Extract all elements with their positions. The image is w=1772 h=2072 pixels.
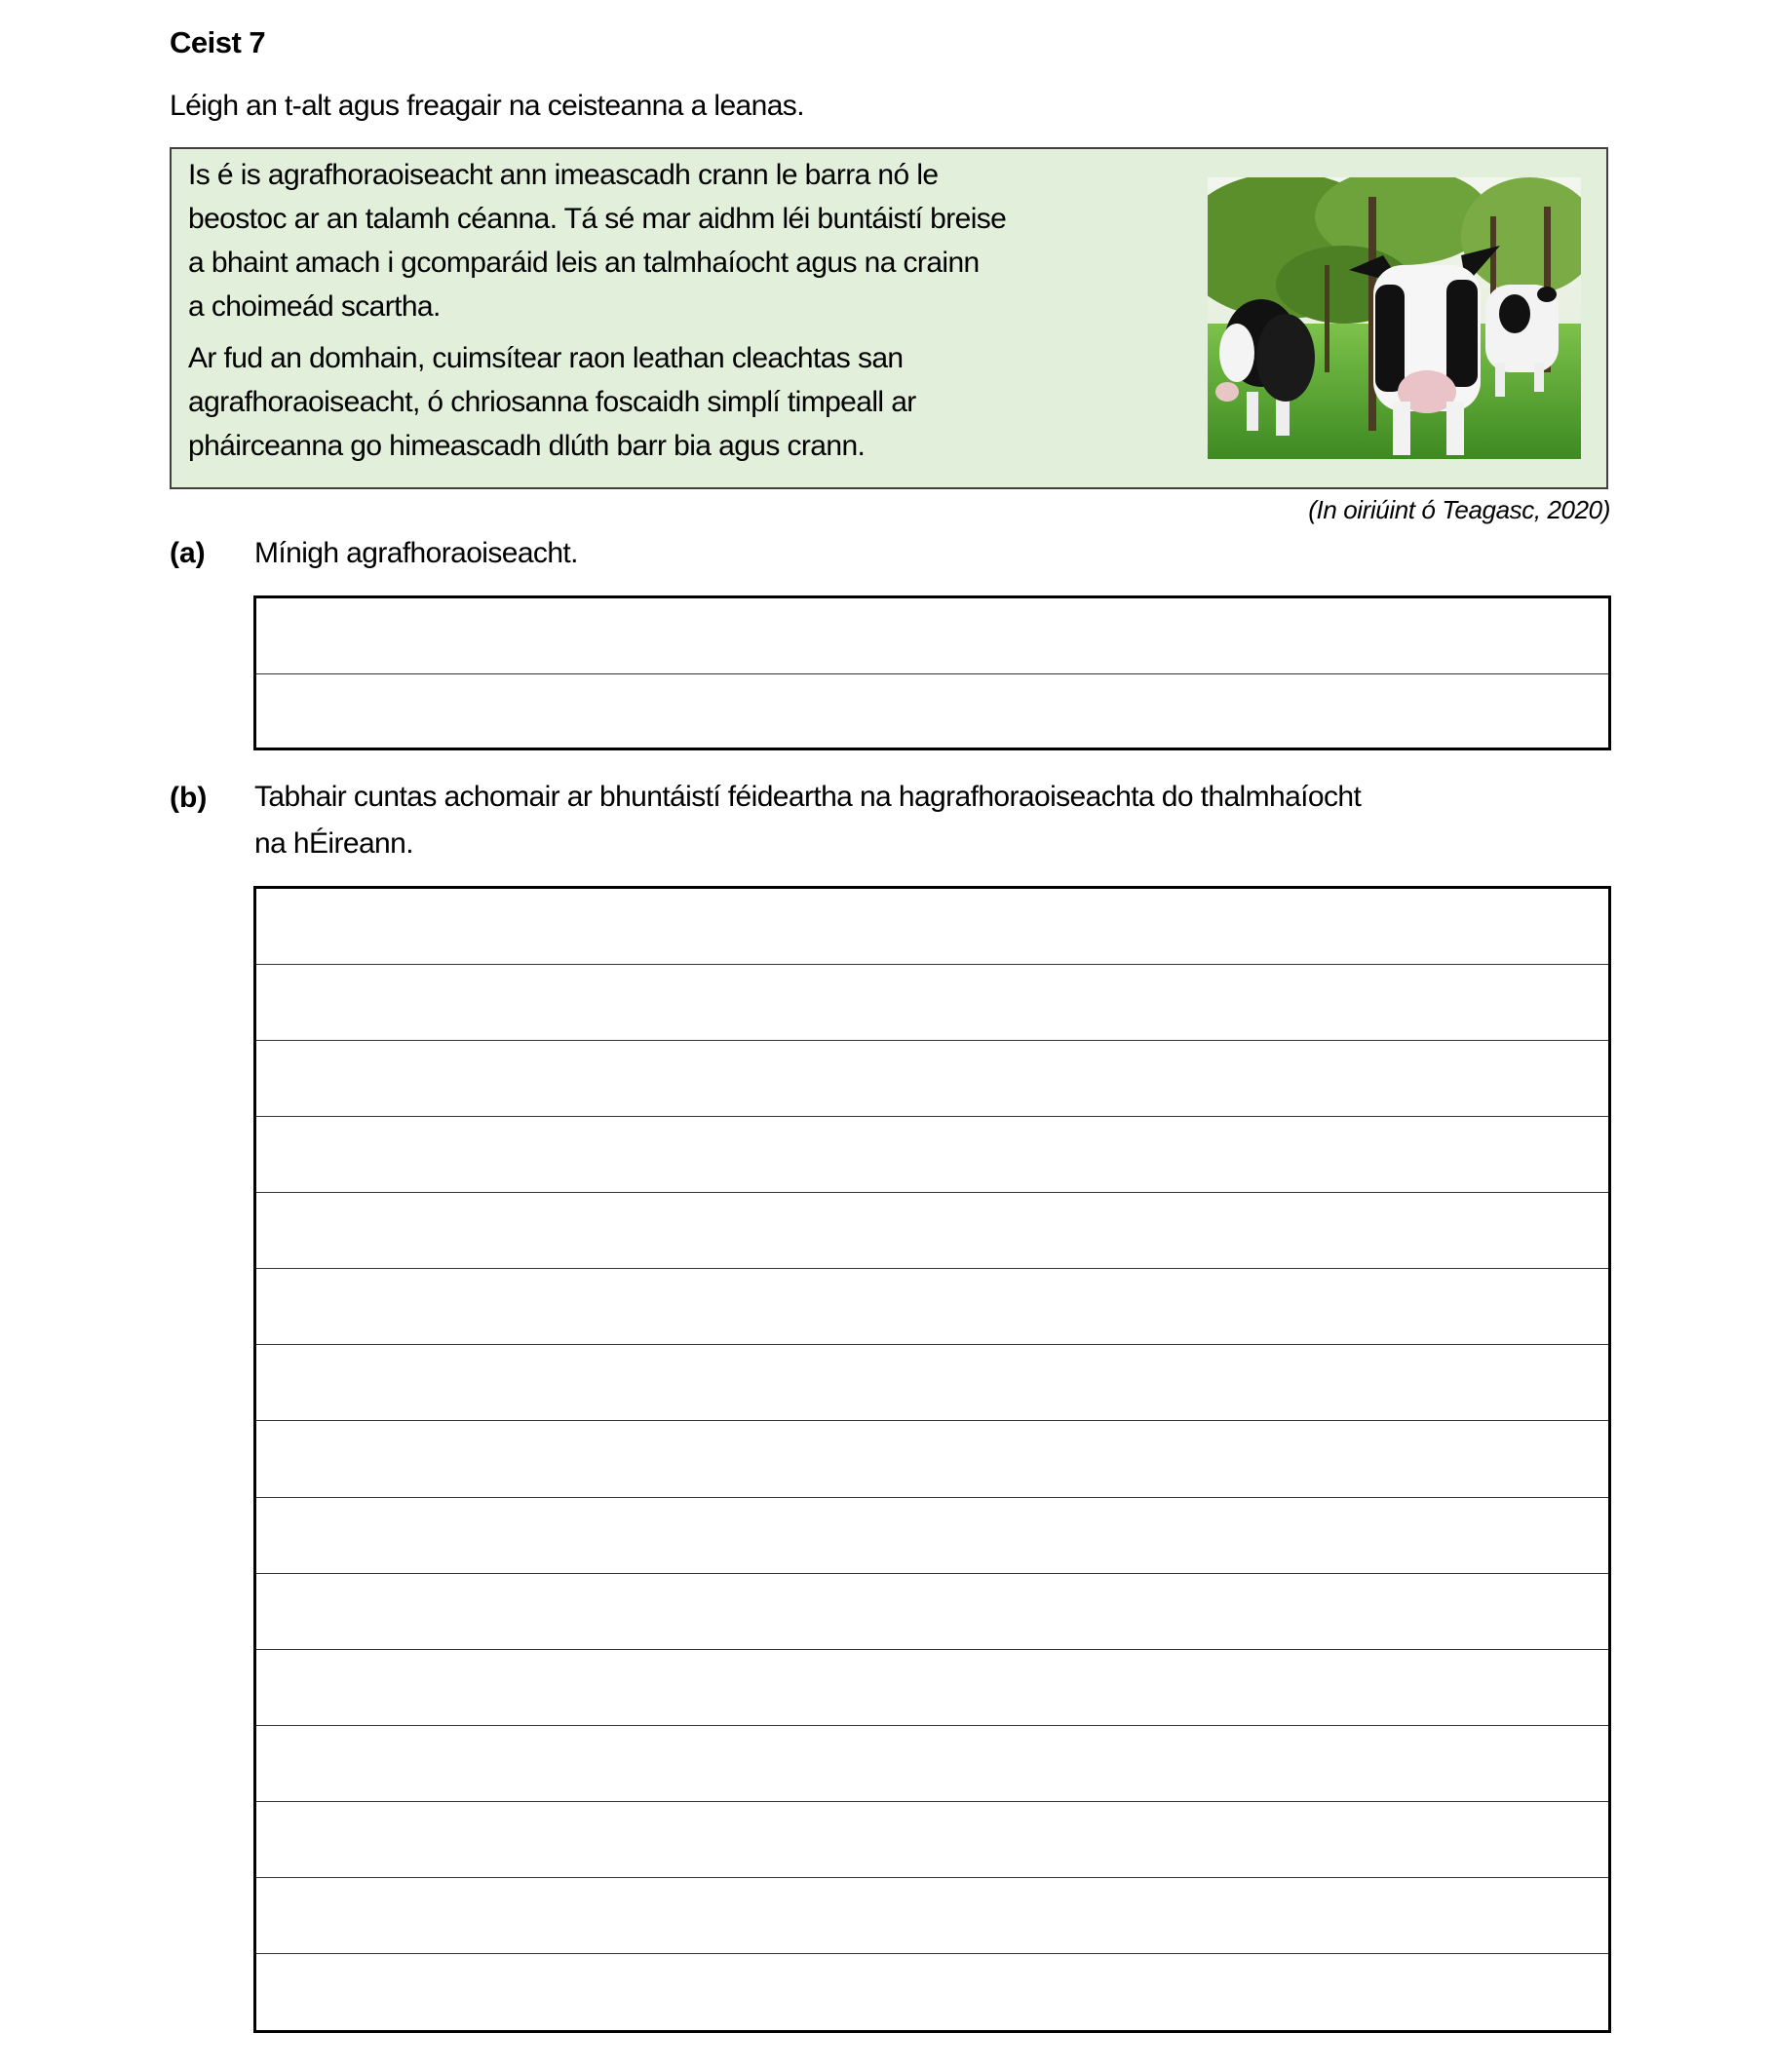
part-b-label: (b) (170, 782, 208, 814)
answer-line[interactable] (256, 1117, 1608, 1193)
answer-line[interactable] (256, 1650, 1608, 1726)
passage-text (188, 153, 1182, 476)
part-b-question-line: Tabhair cuntas achomair ar bhuntáistí féideartha na hagrafhoraoiseachta do thalmhaíocht (254, 781, 1362, 813)
source-caption: (In oiriúint ó Teagasc, 2020) (1308, 495, 1610, 524)
question-title: Ceist 7 (170, 25, 266, 59)
passage-line: a bhaint amach i gcomparáid leis an talmhaíocht agus na crainn (188, 247, 980, 279)
answer-line[interactable] (256, 674, 1608, 748)
answer-line[interactable] (256, 1574, 1608, 1650)
passage-line: Is é is agrafhoraoiseacht ann imeascadh crann le barra nó le (188, 159, 939, 191)
part-a-answer-box[interactable] (253, 595, 1611, 750)
part-a-label: (a) (170, 537, 206, 569)
answer-line[interactable] (256, 1193, 1608, 1269)
answer-line[interactable] (256, 1345, 1608, 1421)
part-b-answer-box[interactable] (253, 886, 1611, 2033)
passage-line: pháirceanna go himeascadh dlúth barr bia agus crann. (188, 430, 866, 462)
passage-line: beostoc ar an talamh céanna. Tá sé mar aidhm léi buntáistí breise (188, 203, 1007, 235)
cows-grazing-image-icon (1208, 177, 1581, 459)
cows-photo (1208, 177, 1581, 459)
passage-box (170, 147, 1608, 489)
answer-line[interactable] (256, 889, 1608, 965)
answer-line[interactable] (256, 1041, 1608, 1117)
answer-line[interactable] (256, 598, 1608, 674)
question-instruction: Léigh an t-alt agus freagair na ceisteanna a leanas. (170, 90, 804, 122)
part-a-question-line: Mínigh agrafhoraoiseacht. (254, 537, 578, 569)
passage-line: Ar fud an domhain, cuimsítear raon leathan cleachtas san (188, 342, 904, 374)
answer-line[interactable] (256, 1878, 1608, 1954)
part-b-question (254, 774, 1619, 867)
answer-line[interactable] (256, 1802, 1608, 1878)
passage-paragraph-1 (188, 153, 1182, 328)
answer-line[interactable] (256, 1269, 1608, 1345)
answer-line[interactable] (256, 1421, 1608, 1497)
answer-line[interactable] (256, 1954, 1608, 2030)
passage-paragraph-2 (188, 336, 1182, 468)
answer-line[interactable] (256, 1498, 1608, 1574)
passage-line: agrafhoraoiseacht, ó chriosanna foscaidh simplí timpeall ar (188, 386, 916, 418)
answer-line[interactable] (256, 1726, 1608, 1802)
passage-line: a choimeád scartha. (188, 290, 441, 323)
part-b-question-line: na hÉireann. (254, 827, 413, 860)
part-a-question (254, 530, 1619, 577)
answer-line[interactable] (256, 965, 1608, 1041)
